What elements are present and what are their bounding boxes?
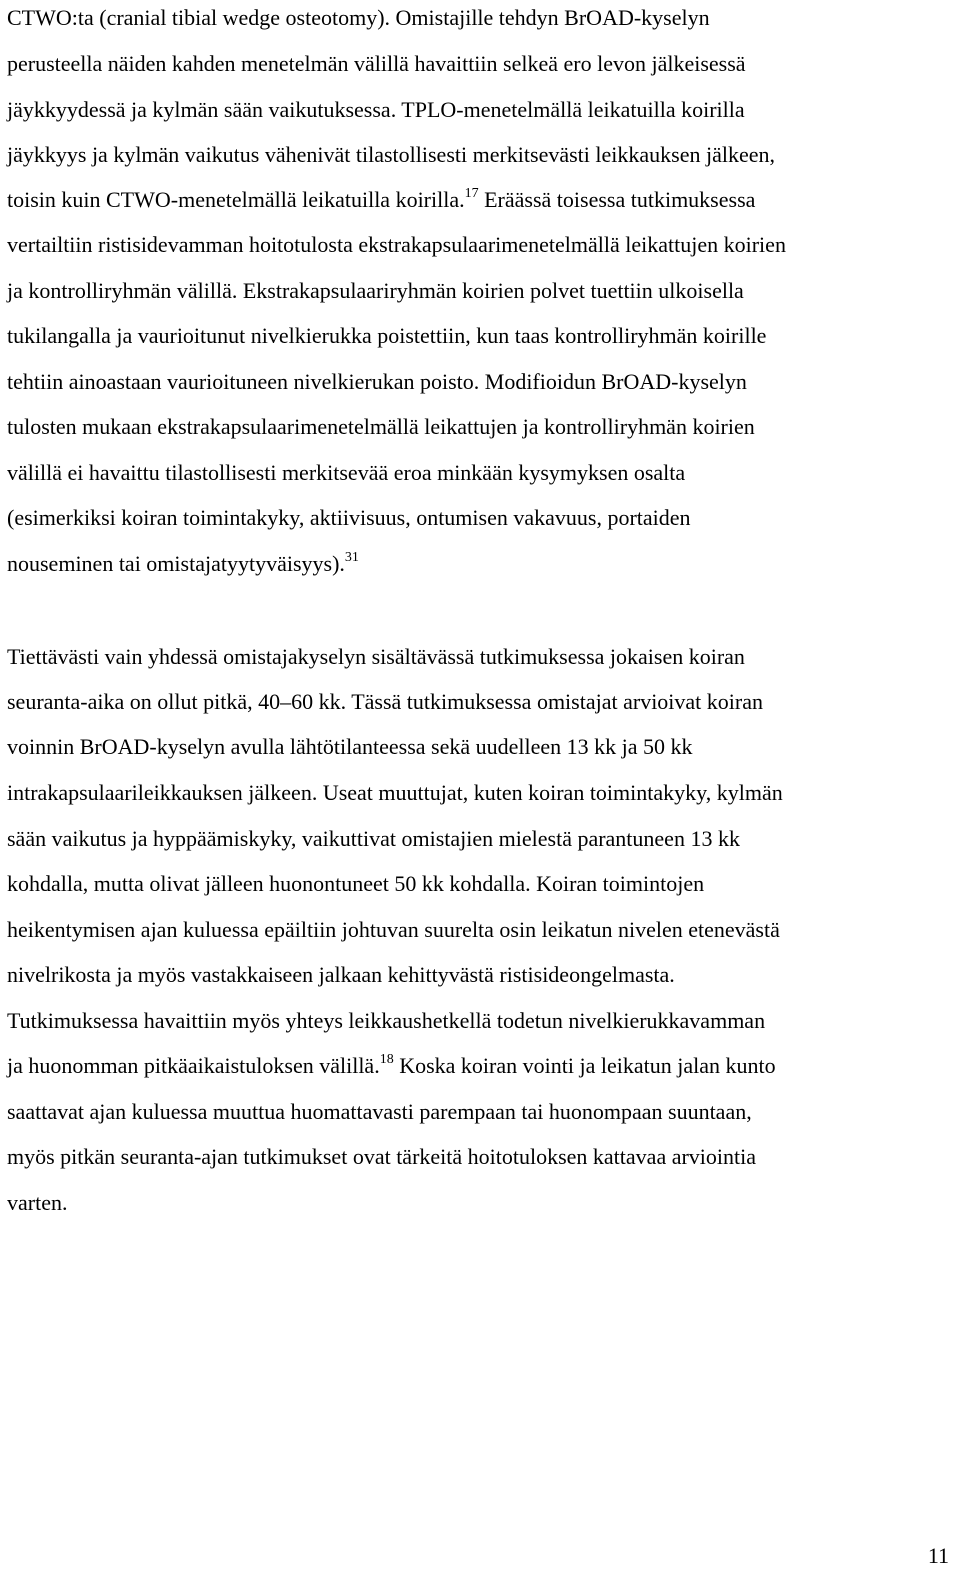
text-line: varten.: [7, 1190, 68, 1215]
citation-superscript: 18: [379, 1052, 394, 1067]
line-text: Eräässä toisessa tutkimuksessa: [478, 187, 756, 212]
text-line: Tutkimuksessa havaittiin myös yhteys leikkaushetkellä todetun nivelkierukkavamman: [7, 1008, 766, 1033]
citation-superscript: 31: [344, 550, 359, 565]
text-line: saattavat ajan kuluessa muuttua huomattavasti parempaan tai huonompaan suuntaan,: [7, 1099, 752, 1124]
text-line: vertailtiin ristisidevamman hoitotulosta ekstrakapsulaarimenetelmällä leikattujen koirien: [7, 232, 786, 257]
text-line: seuranta-aika on ollut pitkä, 40–60 kk. Tässä tutkimuksessa omistajat arvioivat koiran: [7, 689, 763, 714]
text-line: [7, 551, 359, 581]
text-line: intrakapsulaarileikkauksen jälkeen. Useat muuttujat, kuten koiran toimintakyky, kylmän: [7, 780, 783, 805]
text-line: myös pitkän seuranta-ajan tutkimukset ovat tärkeitä hoitotuloksen kattavaa arviointia: [7, 1144, 757, 1169]
text-line: [7, 187, 755, 217]
line-text: nouseminen tai omistajatyytyväisyys).: [7, 551, 345, 576]
text-line: tulosten mukaan ekstrakapsulaarimenetelmällä leikattujen ja kontrolliryhmän koirien: [7, 414, 755, 439]
text-line: voinnin BrOAD-kyselyn avulla lähtötilanteessa sekä uudelleen 13 kk ja 50 kk: [7, 734, 693, 759]
text-line: (esimerkiksi koiran toimintakyky, aktiivisuus, ontumisen vakavuus, portaiden: [7, 505, 691, 530]
text-line: [7, 1053, 776, 1083]
page-number: 11: [927, 1543, 949, 1568]
text-line: jäykkyys ja kylmän vaikutus vähenivät tilastollisesti merkitsevästi leikkauksen jälkeen,: [7, 142, 776, 167]
line-text: Koska koiran vointi ja leikatun jalan kunto: [393, 1053, 776, 1078]
text-line: perusteella näiden kahden menetelmän välillä havaittiin selkeä ero levon jälkeisessä: [7, 51, 746, 76]
text-line: tukilangalla ja vaurioitunut nivelkierukka poistettiin, kun taas kontrolliryhmän koirille: [7, 323, 767, 348]
text-line: Tiettävästi vain yhdessä omistajakyselyn sisältävässä tutkimuksessa jokaisen koiran: [7, 644, 745, 669]
line-text: ja huonomman pitkäaikaistuloksen välillä.: [7, 1053, 380, 1078]
text-line: kohdalla, mutta olivat jälleen huonontuneet 50 kk kohdalla. Koiran toimintojen: [7, 871, 705, 896]
line-text: toisin kuin CTWO-menetelmällä leikatuilla koirilla.: [7, 187, 465, 212]
text-line: ja kontrolliryhmän välillä. Ekstrakapsulaariryhmän koirien polvet tuettiin ulkoisella: [7, 278, 744, 303]
text-line: tehtiin ainoastaan vaurioituneen nivelkierukan poisto. Modifioidun BrOAD-kyselyn: [7, 369, 747, 394]
text-line: nivelrikosta ja myös vastakkaiseen jalkaan kehittyvästä ristisideongelmasta.: [7, 962, 675, 987]
text-line: CTWO:ta (cranial tibial wedge osteotomy). Omistajille tehdyn BrOAD-kyselyn: [7, 5, 710, 30]
text-line: välillä ei havaittu tilastollisesti merkitsevää eroa minkään kysymyksen osalta: [7, 460, 686, 485]
citation-superscript: 17: [464, 186, 479, 201]
text-line: heikentymisen ajan kuluessa epäiltiin johtuvan suurelta osin leikatun nivelen etenevästä: [7, 917, 780, 942]
text-line: sään vaikutus ja hyppäämiskyky, vaikuttivat omistajien mielestä parantuneen 13 kk: [7, 826, 740, 851]
text-line: jäykkyydessä ja kylmän sään vaikutuksessa. TPLO-menetelmällä leikatuilla koirilla: [7, 97, 745, 122]
